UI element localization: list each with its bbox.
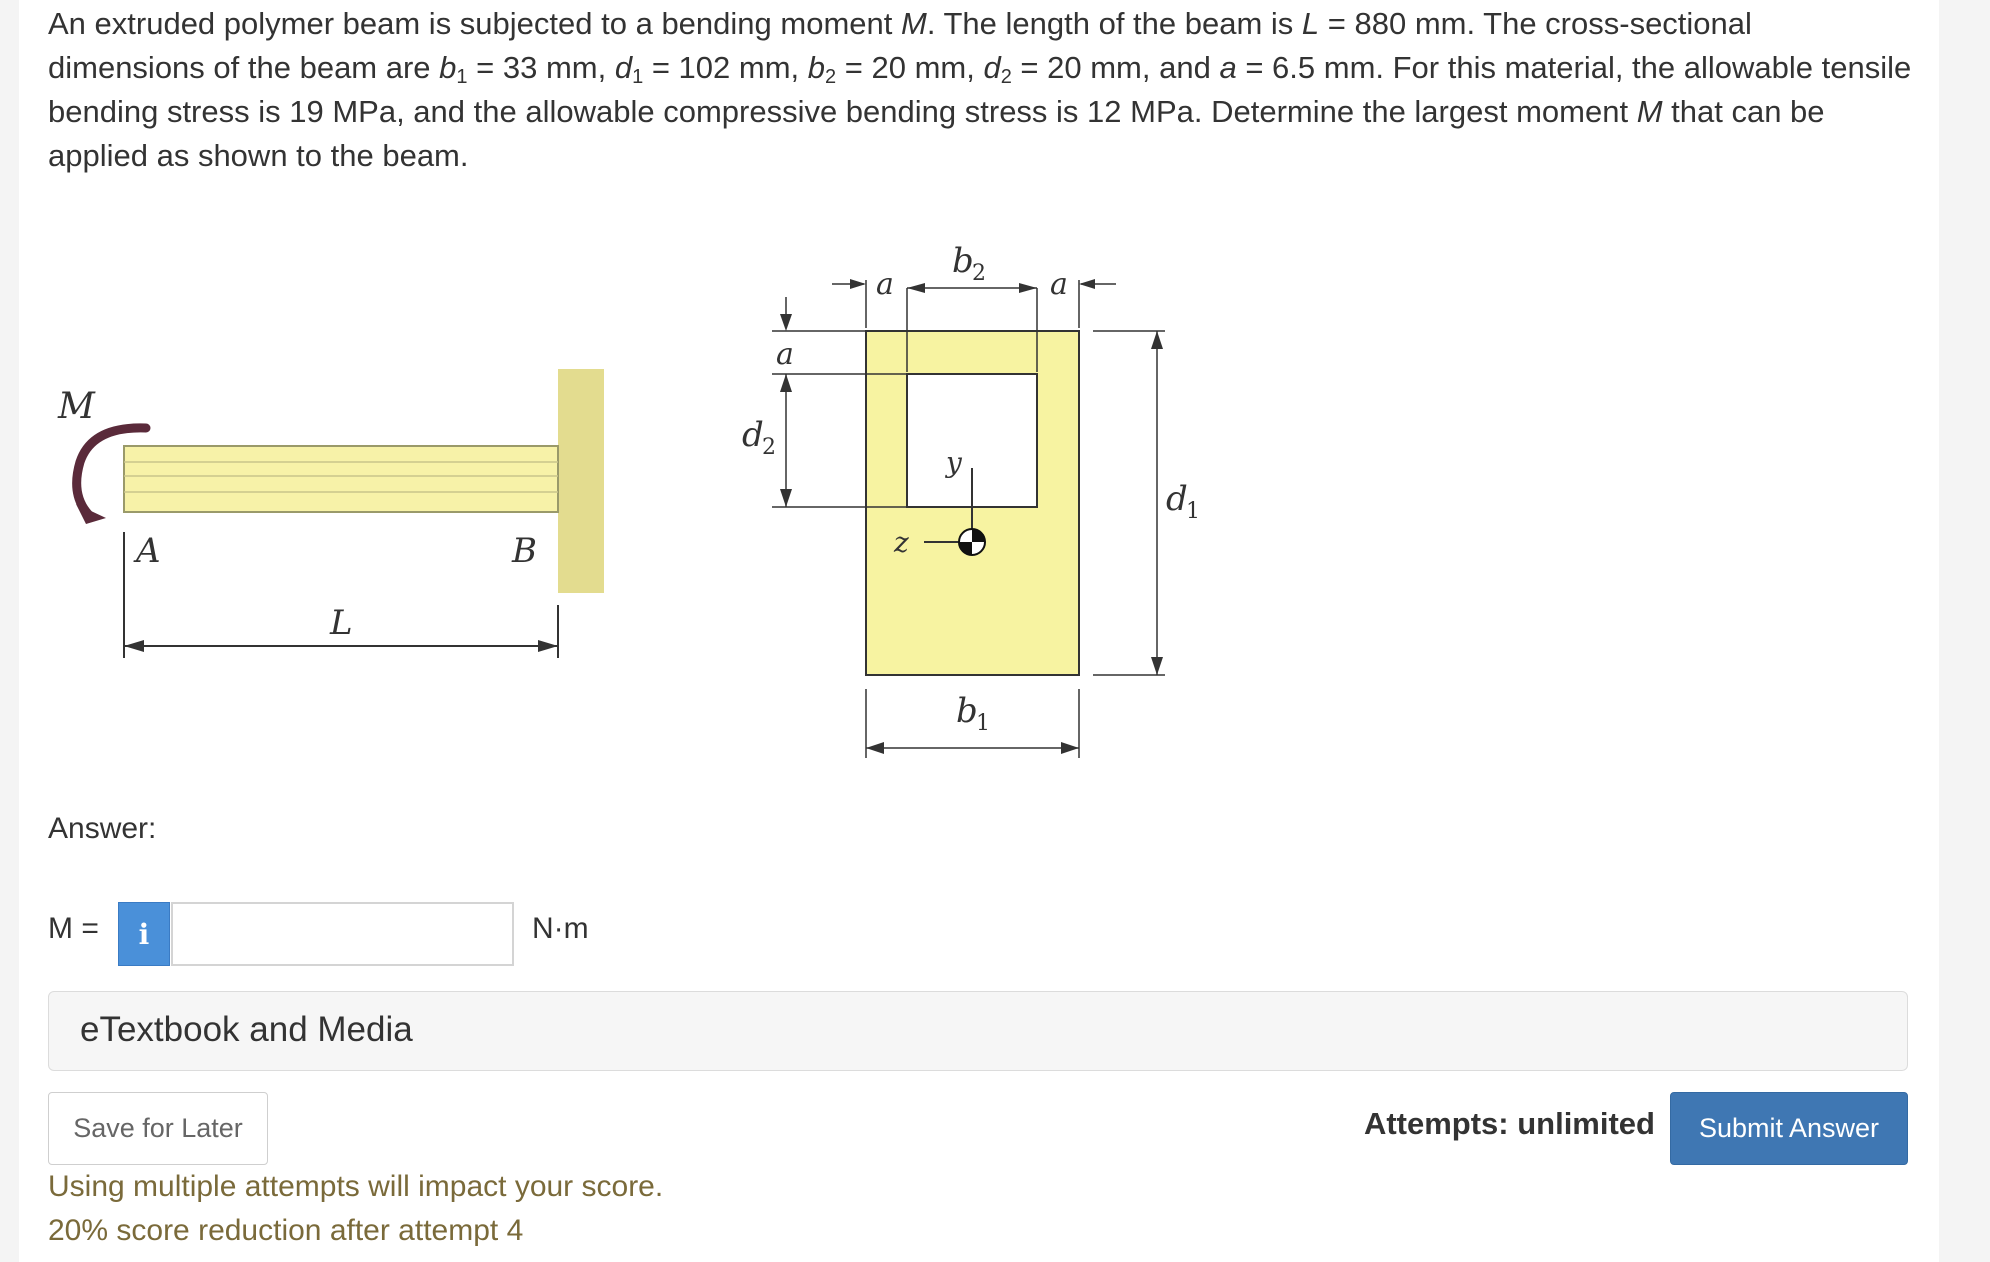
- text: = 20 mm,: [836, 50, 984, 85]
- svg-text:a: a: [876, 267, 894, 302]
- svg-text:b: b: [952, 241, 974, 281]
- moment-answer-input[interactable]: [171, 902, 514, 966]
- problem-line-4: applied as shown to the beam.: [48, 138, 469, 173]
- svg-text:a: a: [1050, 267, 1068, 302]
- var-L: L: [1301, 6, 1320, 41]
- cross-section-diagram: [742, 241, 1200, 758]
- svg-text:a: a: [776, 337, 794, 372]
- subscript: 1: [456, 66, 468, 88]
- text: bending stress is 19 MPa, and the allowable compressive bending stress is 12 MPa. Determine the largest moment: [48, 94, 1637, 129]
- text: = 6.5 mm. For this material, the allowable tensile: [1236, 50, 1912, 85]
- var-b1: b: [439, 50, 457, 85]
- score-reduction-note: 20% score reduction after attempt 4: [48, 1214, 524, 1247]
- subscript: 1: [632, 66, 644, 88]
- svg-text:b: b: [956, 691, 978, 731]
- text: An extruded polymer beam is subjected to a bending moment: [48, 6, 901, 41]
- label-A: A: [136, 531, 161, 571]
- subscript: 2: [825, 66, 837, 88]
- label-L: L: [330, 603, 353, 643]
- moment-arrowhead: [76, 504, 106, 524]
- problem-statement: [48, 2, 1928, 178]
- beam: [124, 446, 558, 512]
- attempts-warning: Using multiple attempts will impact your score.: [48, 1170, 664, 1203]
- info-icon[interactable]: i: [118, 902, 170, 966]
- etextbook-media-label: eTextbook and Media: [80, 1010, 413, 1049]
- svg-text:d: d: [1166, 479, 1188, 519]
- svg-text:2: 2: [972, 261, 986, 286]
- svg-text:z: z: [894, 526, 909, 559]
- svg-text:2: 2: [762, 435, 776, 460]
- subscript: 2: [1000, 66, 1012, 88]
- var-b2: b: [807, 50, 826, 85]
- var-d2: d: [983, 50, 1001, 85]
- text: = 20 mm, and: [1011, 50, 1220, 85]
- unit-label: N·m: [532, 912, 589, 945]
- label-B: B: [512, 531, 537, 571]
- text: . The length of the beam is: [926, 6, 1302, 41]
- submit-answer-button[interactable]: Submit Answer: [1670, 1092, 1908, 1165]
- answer-label: Answer:: [48, 812, 157, 845]
- text: = 880 mm. The cross-sectional: [1319, 6, 1752, 41]
- var-a: a: [1219, 50, 1237, 85]
- problem-line-3: [48, 90, 1928, 134]
- m-equals-label: M =: [48, 912, 99, 945]
- wall: [558, 369, 604, 593]
- var-M: M: [1636, 94, 1663, 129]
- svg-text:y: y: [946, 446, 962, 479]
- text: dimensions of the beam are: [48, 50, 440, 85]
- svg-text:1: 1: [976, 711, 990, 736]
- save-for-later-button[interactable]: Save for Later: [48, 1092, 268, 1165]
- svg-text:1: 1: [1186, 499, 1200, 524]
- text: = 102 mm,: [643, 50, 808, 85]
- text: that can be: [1662, 94, 1825, 129]
- svg-text:d: d: [742, 415, 764, 455]
- beam-figure-svg: [0, 200, 1300, 800]
- etextbook-media-section[interactable]: [48, 991, 1908, 1071]
- problem-line-1: [48, 2, 1928, 46]
- problem-figure: [0, 200, 1300, 800]
- label-M: M: [58, 386, 95, 427]
- var-M: M: [900, 6, 927, 41]
- text: = 33 mm,: [467, 50, 615, 85]
- attempts-label: Attempts: unlimited: [1363, 1106, 1655, 1141]
- cantilever-beam-diagram: [57, 369, 604, 658]
- problem-line-2: [48, 46, 1928, 90]
- var-d1: d: [614, 50, 633, 85]
